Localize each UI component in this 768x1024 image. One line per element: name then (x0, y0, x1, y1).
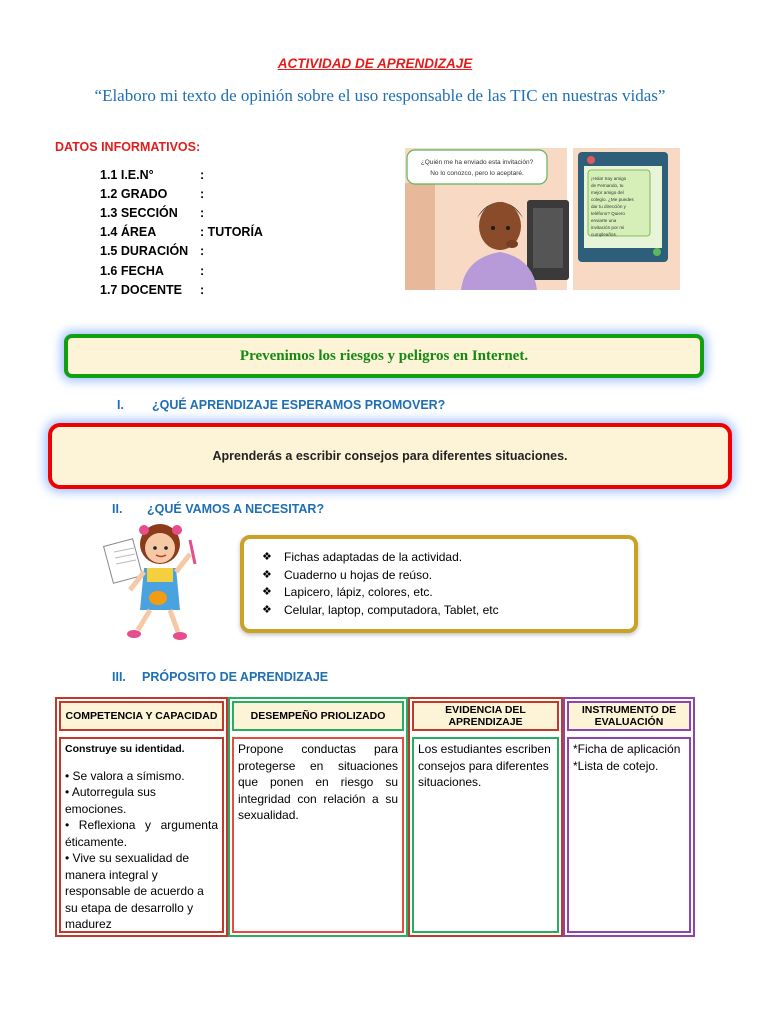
list-item: *Lista de cotejo. (573, 758, 659, 773)
info-row-grado (100, 187, 204, 206)
svg-text:No lo conozco, pero lo aceptar: No lo conozco, pero lo aceptaré. (430, 170, 524, 177)
list-item: • Vive su sexualidad de manera integral y responsable de acuerdo a su etapa de desarrollo y madurez (65, 851, 204, 931)
datos-informativos-heading: DATOS INFORMATIVOS: (55, 140, 201, 154)
section-number: I. (117, 398, 124, 412)
theme-banner (64, 334, 704, 378)
list-item (262, 567, 634, 585)
table-cell-competencia (59, 737, 224, 933)
svg-text:mejor amigo del: mejor amigo del (591, 190, 624, 195)
info-value: : (200, 244, 205, 258)
section-title: ¿QUÉ VAMOS A NECESITAR? (147, 502, 325, 516)
learning-goal-text: Aprenderás a escribir consejos para diferentes situaciones. (212, 449, 568, 463)
theme-text: Prevenimos los riesgos y peligros en Internet. (239, 347, 529, 364)
svg-text:enviarte una: enviarte una (591, 218, 617, 223)
info-label: 1.2 GRADO (100, 187, 168, 201)
section-number: III. (112, 670, 126, 684)
info-label: 1.3 SECCIÓN (100, 206, 178, 220)
section-number: II. (112, 502, 123, 516)
section-3-heading (112, 670, 328, 684)
table-cell-evidencia: Los estudiantes escriben consejos para diferentes situaciones. (412, 737, 559, 933)
table-column-competencia (55, 697, 228, 937)
table-column-desempeno (228, 697, 408, 937)
svg-text:invitación por mi: invitación por mi (591, 225, 625, 230)
purpose-table (55, 697, 695, 937)
girl-with-notebook-illustration (100, 518, 210, 646)
material-text: Lapicero, lápiz, colores, etc. (284, 585, 433, 599)
online-safety-illustration (405, 148, 680, 290)
diamond-bullet-icon: ❖ (262, 568, 272, 581)
document-title: ACTIVIDAD DE APRENDIZAJE (277, 56, 473, 71)
table-header: COMPETENCIA Y CAPACIDAD (59, 701, 224, 731)
info-row-seccion (100, 206, 204, 225)
material-text: Celular, laptop, computadora, Tablet, etc (284, 602, 499, 617)
diamond-bullet-icon: ❖ (262, 586, 272, 598)
list-item: • Autorregula sus emociones. (65, 785, 156, 816)
info-label: 1.1 I.E.N° (100, 168, 154, 182)
materials-list (244, 539, 634, 619)
svg-text:colegio. ¿Me puedes: colegio. ¿Me puedes (591, 197, 634, 202)
svg-text:cumpleaños.: cumpleaños. (591, 232, 618, 237)
section-2-heading (112, 502, 324, 516)
learning-goal-box (48, 423, 732, 489)
info-value: : (200, 187, 205, 201)
info-row-duracion (100, 244, 204, 263)
section-title: ¿QUÉ APRENDIZAJE ESPERAMOS PROMOVER? (152, 398, 446, 412)
activity-title: “Elaboro mi texto de opinión sobre el uso responsable de las TIC en nuestras vidas” (94, 86, 666, 105)
list-item: • Reflexiona y argumenta éticamente. (65, 818, 218, 849)
diamond-bullet-icon: ❖ (262, 551, 272, 563)
material-text: Cuaderno u hojas de reúso. (284, 567, 433, 582)
list-item (262, 602, 634, 620)
info-row-docente (100, 283, 204, 302)
svg-text:¡Hola! Soy amigo: ¡Hola! Soy amigo (591, 176, 627, 181)
info-value: : (200, 206, 205, 220)
table-cell-desempeno: Propone conductas para protegerse en situaciones que ponen en riesgo su integridad con relación a su sexualidad. (232, 737, 404, 933)
info-label: 1.6 FECHA (100, 264, 164, 278)
materials-box (240, 535, 638, 633)
info-label: 1.4 ÁREA (100, 225, 157, 239)
info-row-area (100, 225, 263, 244)
info-label: 1.5 DURACIÓN (100, 244, 189, 258)
info-row-fecha (100, 264, 204, 283)
info-value: : (200, 168, 205, 182)
table-column-evidencia (408, 697, 563, 937)
info-value: : TUTORÍA (200, 225, 263, 239)
material-text: Fichas adaptadas de la actividad. (284, 550, 463, 564)
table-header: EVIDENCIA DEL APRENDIZAJE (412, 701, 559, 731)
list-item (262, 584, 634, 602)
table-column-instrumento (563, 697, 695, 937)
competencia-title: Construye su identidad. (65, 743, 185, 755)
svg-text:dar tu dirección y: dar tu dirección y (591, 204, 626, 209)
table-header: DESEMPEÑO PRIOLIZADO (232, 701, 404, 731)
table-cell-instrumento (567, 737, 691, 933)
info-label: 1.7 DOCENTE (100, 283, 182, 297)
list-item: • Se valora a símismo. (65, 768, 185, 783)
svg-text:¿Quién me ha enviado esta invi: ¿Quién me ha enviado esta invitación? (420, 159, 534, 166)
svg-text:de Fernando, tu: de Fernando, tu (591, 183, 624, 188)
svg-text:teléfono? Quiero: teléfono? Quiero (591, 211, 625, 216)
section-title: PRÓPOSITO DE APRENDIZAJE (142, 670, 329, 684)
info-value: : (200, 264, 205, 278)
info-value: : (200, 283, 205, 297)
table-header: INSTRUMENTO DE EVALUACIÓN (567, 701, 691, 731)
info-row-ie (100, 168, 204, 187)
diamond-bullet-icon: ❖ (262, 603, 272, 616)
section-1-heading (117, 398, 445, 412)
list-item: *Ficha de aplicación (573, 742, 681, 756)
list-item (262, 549, 634, 567)
